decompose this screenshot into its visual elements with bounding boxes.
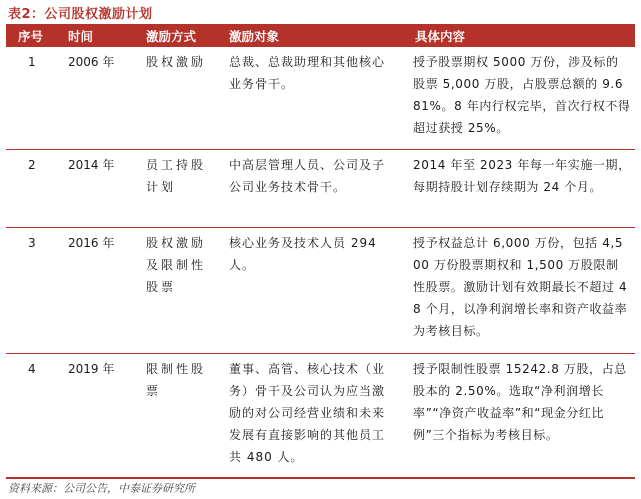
header-target: 激励对象: [217, 24, 403, 47]
cell-year: 2019 年: [56, 353, 134, 478]
table-row: [6, 227, 635, 353]
cell-year: 2006 年: [56, 47, 134, 149]
source-note: 资料来源：公司公告，中泰证券研究所: [8, 482, 195, 495]
cell-target: 总裁、总裁助理和其他核心业务骨干。: [217, 47, 403, 149]
header-content: 具体内容: [403, 24, 635, 47]
cell-mode: 员工持股计划: [134, 149, 217, 227]
header-mode: 激励方式: [134, 24, 217, 47]
cell-target: 中高层管理人员、公司及子公司业务技术骨干。: [217, 149, 403, 227]
cell-mode: 股权激励及限制性股票: [134, 227, 217, 353]
cell-content: 授予限制性股票 15242.8 万股，占总股本的 2.50%。选取“净利润增长率”“净资产收益率”和“现金分红比例”三个指标为考核目标。: [403, 353, 635, 478]
header-time: 时间: [56, 24, 134, 47]
incentive-plan-table: [6, 24, 635, 479]
cell-mode: 股权激励: [134, 47, 217, 149]
cell-year: 2016 年: [56, 227, 134, 353]
cell-no: 1: [6, 47, 56, 149]
cell-target: 核心业务及技术人员 294 人。: [217, 227, 403, 353]
table-row: [6, 149, 635, 227]
header-no: 序号: [6, 24, 56, 47]
cell-target: 董事、高管、核心技术（业务）骨干及公司认为应当激励的对公司经营业绩和未来发展有直接影响的其他员工共 480 人。: [217, 353, 403, 478]
cell-no: 3: [6, 227, 56, 353]
table-row: [6, 47, 635, 149]
table-header-row: [6, 24, 635, 47]
cell-mode: 限制性股票: [134, 353, 217, 478]
table-title: 表2：公司股权激励计划: [8, 7, 153, 22]
cell-no: 2: [6, 149, 56, 227]
cell-content: 2014 年至 2023 年每一年实施一期，每期持股计划存续期为 24 个月。: [403, 149, 635, 227]
cell-content: 授予权益总计 6,000 万份，包括 4,500 万份股票期权和 1,500 万股限制性股票。激励计划有效期最长不超过 48 个月，以净利润增长率和资产收益率为考核目标。: [403, 227, 635, 353]
cell-content: 授予股票期权 5000 万份，涉及标的股票 5,000 万股，占股票总额的 9.681%。8 年内行权完毕，首次行权不得超过获授 25%。: [403, 47, 635, 149]
table-row: [6, 353, 635, 478]
cell-year: 2014 年: [56, 149, 134, 227]
cell-no: 4: [6, 353, 56, 478]
